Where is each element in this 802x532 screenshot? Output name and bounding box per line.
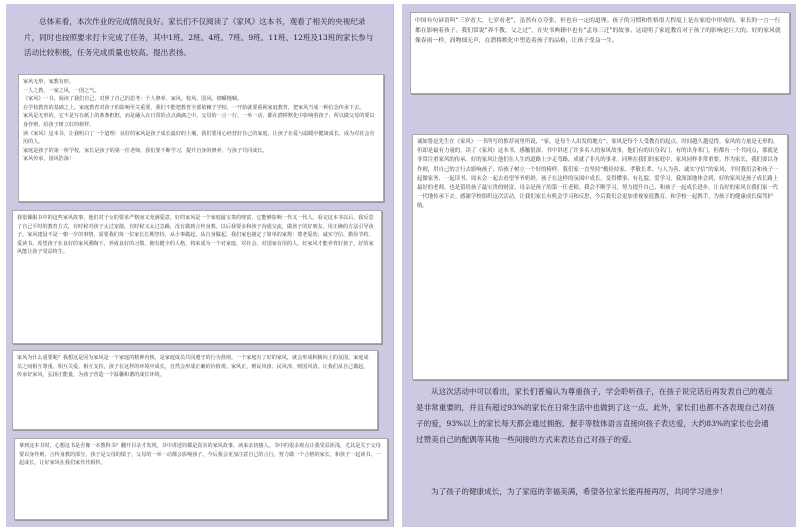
letter-text: 中国有句谚语叫“三岁看大，七岁看老”，虽然有点夸张，但也有一定的道理。孩子的习惯和性格很大程度上是在家庭中形成的，家长的一言一行都在影响着孩子。我们常说“养不教，父之过”，在史书典籍中也有“孟母三迁”的故事。这说明了家庭教育对于孩子的影响是巨大的。好的家风就像春雨一样，润物细无声，在潜移默化中塑造着孩子的品格，让孩子受益一生。: [415, 18, 781, 45]
parent-letter-4: [14, 438, 388, 520]
parent-letter-2: [12, 210, 382, 344]
letter-text: 拿到这本书时，心想这书是否像一本教科书？翻开目录才发现，书中讲述的都是真实的家风故事，读来亲切感人。书中的很多观点让我受益匪浅，尤其是关于父母要以身作则、言传身教的部分。孩子是父母的镜子，父母的一举一动都会影响孩子。今后我会更加注意自己的言行，努力做一个合格的家长，和孩子一起读书、一起成长，让好家风在我们家代代相传。: [19, 443, 381, 467]
letter-line: 读《家风》这本书，让我明白了一个道理：良好的家风是孩子成长最好的土壤。我们要用心经营好自己的家庭，让孩子在爱与温暖中健康成长，成为对社会有用的人。: [23, 130, 375, 146]
closing-paragraph: 为了孩子的健康成长，为了家庭的幸福美满，希望各位家长能再接再厉，共同学习进步！: [431, 487, 728, 496]
letter-line: 在学校教育的基础之上，家庭教育对孩子的影响至关重要，我们不能把教育全部依赖于学校，一开始就要重视家庭教育，把家风当成一种信念传承下去。: [23, 104, 365, 111]
letter-line: 《家风》一书，阅读了我们自己，对照了自己的思考：个人修养、家风、校风、国风。细嚼慢咽。: [23, 96, 243, 103]
summary-paragraph: 从这次活动中可以看出，家长们普遍认为尊重孩子，学会聆听孩子，在孩子说完话后再发表自己的观点是非常重要的，并且有超过93%的家长在日常生活中也做到了这一点。此外，家长们也都不吝表现自己对孩子的爱，93%以上的家长每天都会通过拥抱、握手等肢体语言直接向孩子表达爱，大约83%的家长也会通过赞美自己的配偶等其他一些间接的方式来表达自己对孩子的爱。: [416, 387, 775, 444]
letter-line: 家风无形，家教有形。: [23, 79, 74, 85]
parent-letter-5: [410, 12, 790, 94]
letter-line: 家庭是孩子的第一所学校，家长是孩子的第一任老师。我们要不断学习，提升自身的修养，与孩子共同成长。: [23, 147, 268, 154]
letter-line: 一人之教，一家之风，一国之气。: [23, 87, 100, 94]
letter-text: 家风为什么重要呢？我想这是因为家风是一个家庭的精神内核，是家庭成员共同遵守的行为准则。一个家庭有了好的家风，就会形成积极向上的氛围，家庭成员之间相互尊重、相互关爱、相互支持，孩子在这样的环境中成长，自然会形成正确的价值观。家风正，则民风淳；民风淳，则国风清。让我们从自己做起，传承好家风，弘扬正能量，为孩子营造一个温馨和谐的成长环境。: [17, 355, 369, 379]
letter-line: 家风是无形的，它不是写在纸上的条条框框，而是融入在日常的点点滴滴之中。父母的一言一行、一举一动，都在潜移默化中影响着孩子，所以做父母的要以身作则，给孩子树立好的榜样。: [23, 113, 375, 128]
intro-paragraph: 总体来看，本次作业的完成情况良好。家长们不仅阅读了《家风》这本书，观看了相关的央视纪录片，同时也按照要求打卡完成了任务，其中1班、2班、4班、7班、9班、11班、12班及13班的家长参与活动比较积极，任务完成质量也较高。提出表扬。: [24, 17, 374, 58]
right-page: [402, 4, 796, 527]
parent-letter-3: [12, 350, 378, 430]
letter-line: 家风传承，国风浩荡！: [23, 156, 74, 163]
parent-letter-1: [18, 74, 384, 202]
parent-letter-6: [412, 134, 788, 380]
letter-text: 我很佩服书中的这些家风故事，他们对子女的要求严格而又充满爱意。好的家风是一个家庭最宝贵的财富，它能够影响一代又一代人。看完这本书以后，我反思了自己平时的教育方式，有时候对孩子太过宠溺，有时候又太过急躁，没有做到言传身教。以后我要多和孩子沟通交流，做孩子的好朋友，用正确的方法引导孩子。家风建设不是一朝一夕的事情，需要我们每一位家长长期坚持，从小事做起，从自身做起。我们家也制定了简单的家规：尊老爱幼、诚实守信、勤俭节约、爱读书。希望孩子在良好的家风熏陶下，养成良好的习惯，拥有健全的人格，将来成为一个对家庭、对社会、对国家有用的人。好家风才能养育好孩子，好的家风能让孩子受益终生。: [17, 215, 374, 256]
letter-text: 诚如鲁迅先生在《家风》一书所写的推荐词里所说，“家，是每个人出发的地方”。家风是每个人受教育的起点。时间越久越觉得，家风的力量是无形的，但却是最有力量的。读了《家风》这本书，感触很深。书中讲述了许多名人的家风故事，他们有的出身名门，有的出身寒门，但都有一个共同点，那就是非常注重家风的传承。好的家风让他们在人生的道路上少走弯路，成就了非凡的事业。同理在我们的家庭中，家风同样非常重要。作为家长，我们要以身作则，用自己的言行去影响孩子，给孩子树立一个好的榜样。我们家一直坚持“勤俭持家、孝敬长辈、与人为善、诚实守信”的家风，平时我们会和孩子一起做家务，一起读书，周末会一起去看望爷爷奶奶。孩子在这样的氛围中成长，变得懂事、有礼貌、爱学习。我深深地体会到，好的家风是孩子成长路上最好的老师，也是留给孩子最宝贵的财富。母亲是孩子的第一任老师，我会不断学习，努力提升自己，和孩子一起成长进步，让良好的家风在我们家一代一代地传承下去。感谢学校组织这次活动，让我们家长有机会学习和反思，今后我们会更加重视家庭教育，和学校一起携手，为孩子的健康成长保驾护航。: [417, 139, 779, 210]
left-page: [6, 4, 394, 527]
